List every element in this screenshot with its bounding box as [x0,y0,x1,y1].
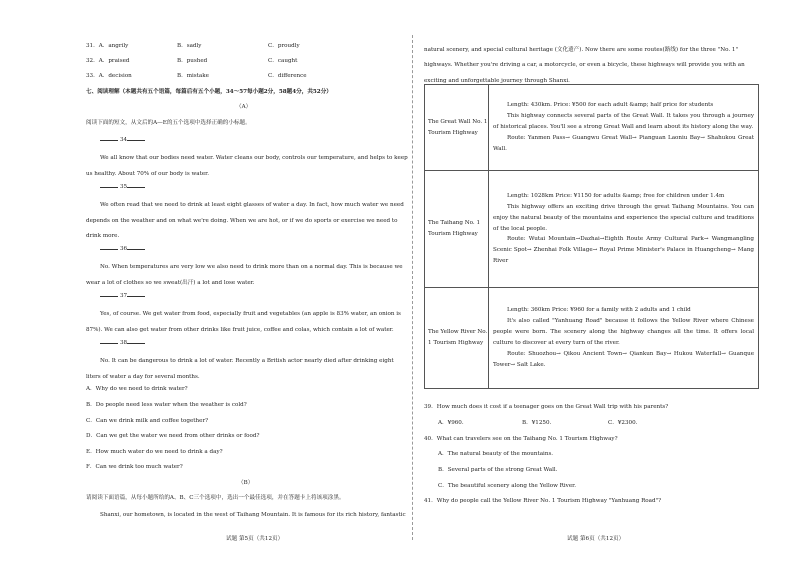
q34-blank: 34 [100,135,147,144]
route-description: This highway offers an exciting drive through the great Taihang Mountains. You can enjoy the natural beauty of the mountains and experience the special culture and traditions of the local people. [493,203,754,232]
option-32b: B．pushed [177,58,208,64]
option-33a: 33．A．decision [86,73,132,79]
route-stops: Route: Wutai Mountain→Dazhai→Eighth Route Army Cultural Park→ Wangmangling Scenic Spot→ Zhenhai Folk Village→ Royal Prime Minister's Palace in Huangcheng→ Mang River [493,236,754,265]
route-description: It's also called "Yanhuang Road" because it follows the Yellow River where Chinese people were born. The scenery along the highway changes all the time. It offers local culture to discover at every turn of the river. [493,318,754,346]
paragraph-35: We often read that we need to drink at least eight glasses of water a day. In fact, how much water we need depends on the weather and on what we're doing. When we are hot, or if we do sports or exercise we need to drink more. [86,202,404,240]
passage-b-intro: Shanxi, our hometown, is located in the west of Taihang Mountain. It is famous for its rich history, fantastic [100,512,406,518]
paragraph-38: No. It can be dangerous to drink a lot of water. Recently a British actor nearly died after drinking eight liters of water a day for several months. [86,358,394,380]
route-stops: Route: Shuozhou→ Qikou Ancient Town→ Qiankun Bay→ Hukou Waterfall→ Guanque Tower→ Salt Lake. [493,350,754,368]
choice-b: B．Do people need less water when the weather is cold? [86,402,247,408]
paragraph-37: Yes, of course. We get water from food, especially fruit and vegetables (an apple is 83% water, an onion is 87%). We can also get water from other drinks like fruit juice, coffee and colas, which contain a lot of water. [86,311,401,333]
part-b-label: （B） [238,480,254,486]
route-name-great-wall: The Great Wall No. 1 Tourism Highway [425,85,489,171]
paragraph-34: We all know that our bodies need water. Water cleans our body, controls our temperature, and helps to keep us healthy. About 70% of our body is water. [86,155,408,177]
q36-blank: 36 [100,244,147,253]
route-length: Length: 360km Price: ¥960 for a family with 2 adults and 1 child [507,307,691,314]
route-length: Length: 1028km Price: ¥1150 for adults &amp; free for children under 1.4m [507,192,725,199]
q39-option-a: A．¥960. [438,420,464,426]
route-details-yellow-river [489,288,759,389]
option-33b: B．mistake [177,73,209,79]
option-31b: B．sadly [177,43,202,49]
table-row [425,171,759,288]
question-40: 40．What can travelers see on the Taihang No. 1 Tourism Highway? [424,436,618,442]
route-name-taihang: The Taihang No. 1 Tourism Highway [425,171,489,288]
question-39: 39．How much does it cost if a teenager goes on the Great Wall trip with his parents? [424,404,669,410]
part-a-label: （A） [236,104,252,110]
route-stops: Route: Yanmen Pass→ Guangwu Great Wall→ Pianguan Laoniu Bay→ Shahukou Great Wall. [493,134,754,152]
paragraph-36: No. When temperatures are very low we also need to drink more than on a normal day. This is because we wear a lot of clothes so we sweat(出汗) a lot and lose water. [86,264,403,286]
page-footer-left: 试题 第5页（共12页） [226,536,284,542]
option-31c: C．proudly [268,43,300,49]
choice-d: D．Can we get the water we need from other drinks or food? [86,433,260,439]
choice-f: F．Can we drink too much water? [86,464,183,470]
option-33c: C．difference [268,73,307,79]
route-details-taihang [489,171,759,288]
choice-a: A．Why do we need to drink water? [86,386,188,392]
q40-option-c: C．The beautiful scenery along the Yellow River. [438,483,576,489]
instruction-a: 阅读下面的短文，从文后的A—E的五个选项中选择正确的小标题。 [86,120,251,126]
table-row [425,288,759,389]
option-31a: 31．A．angrily [86,43,129,49]
q39-option-b: B．¥1250. [522,420,552,426]
choice-c: C．Can we drink milk and coffee together? [86,418,209,424]
section-heading: 七、阅读理解（本题共有五个语篇，每篇后有五个小题，34～57每小题2分，58题4分，共52分） [86,89,332,95]
route-description: This highway connects several parts of the Great Wall. It takes you through a journey of historical places. You'll see a strong Great Wall and learn about its history along the way. [493,113,754,131]
q38-blank: 38 [100,338,147,347]
route-name-yellow-river: The Yellow River No. 1 Tourism Highway [425,288,489,389]
routes-table [424,84,759,389]
question-41: 41．Why do people call the Yellow River No. 1 Tourism Highway "Yanhuang Road"? [424,498,662,504]
passage-b-continued: natural scenery, and special cultural heritage (文化遗产). Now there are some routes(路线) for the three "No. 1" highways. Whether you're driving a car, a motorcycle, or even a bicycle, these highways will provide you with an exciting and unforgettable journey through Shanxi. [424,47,745,84]
page-divider [412,35,413,540]
route-length: Length: 430km. Price: ¥500 for each adult &amp; half price for students [507,102,714,109]
choice-e: E．How much water do we need to drink a day? [86,449,223,455]
instruction-b: 请阅读下面语篇，从每小题所给的A、B、C三个选项中，选出一个最佳选项，并在答题卡上将该项涂黑。 [86,495,345,501]
page-footer-right: 试题 第6页（共12页） [567,536,625,542]
option-32c: C．caught [268,58,298,64]
table-row [425,85,759,171]
route-details-great-wall [489,85,759,171]
q39-option-c: C．¥2300. [608,420,638,426]
q37-blank: 37 [100,291,147,300]
q40-option-a: A．The natural beauty of the mountains. [438,451,554,457]
q35-blank: 35 [100,182,147,191]
q40-option-b: B．Several parts of the strong Great Wall. [438,467,558,473]
option-32a: 32．A．praised [86,58,130,64]
